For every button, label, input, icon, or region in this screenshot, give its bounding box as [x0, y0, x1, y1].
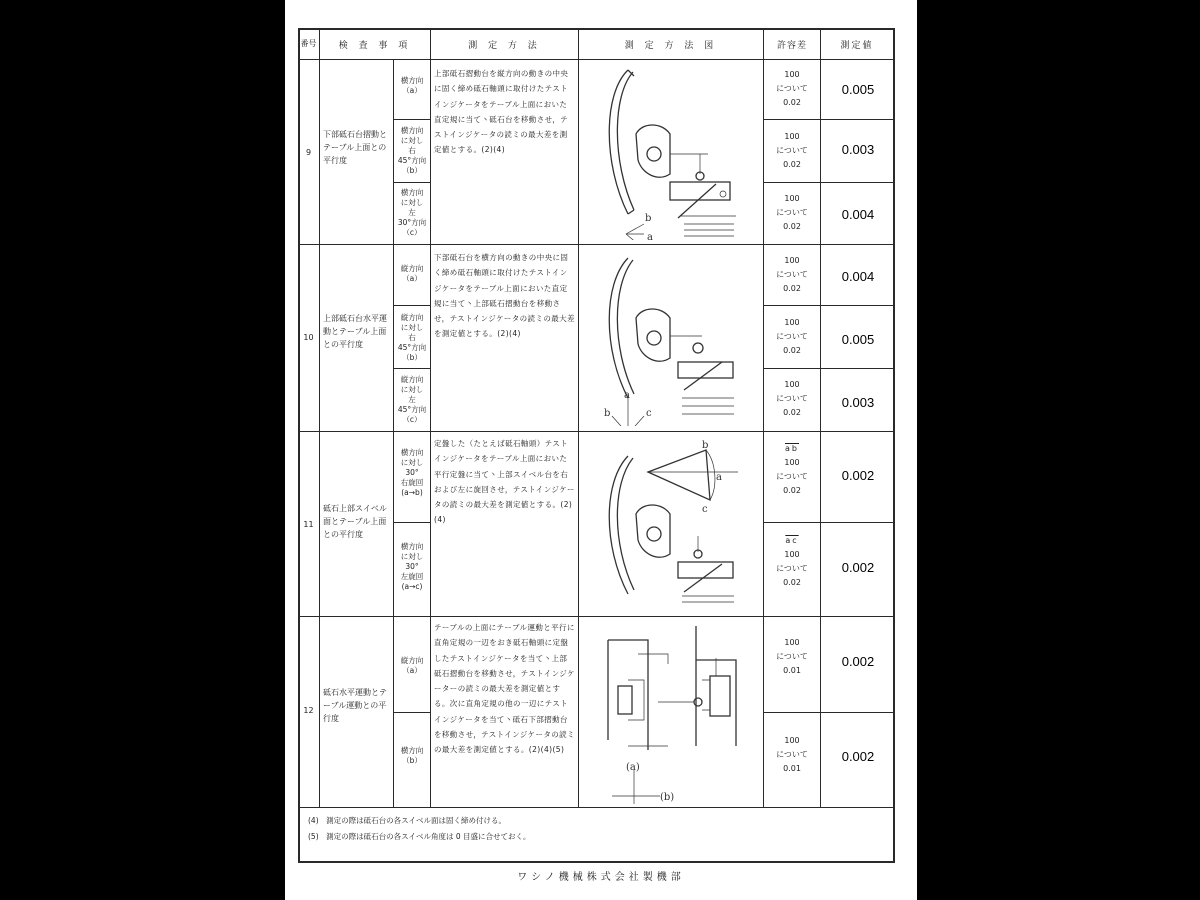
row-number: 9: [305, 148, 312, 157]
inspection-item: 砥石水平運動とテーブル運動との平行度: [323, 688, 387, 723]
tolerance: 100 について 0.01: [776, 638, 808, 675]
inspection-table: [298, 28, 895, 863]
header-measured: 測定値: [840, 41, 874, 51]
header-figure: 測 定 方 法 図: [624, 41, 718, 51]
direction-label: 縦方向 に対し 左 45°方向 （c）: [397, 375, 427, 424]
svg-text:c: c: [702, 504, 708, 515]
measurement-figure: [598, 436, 748, 612]
header-no: 番号: [300, 39, 317, 48]
direction-label: 縦方向 に対し 右 45°方向 （b）: [397, 313, 427, 362]
direction-label: 横方向 （b）: [400, 746, 424, 765]
tolerance: 100 について 0.02: [776, 256, 808, 293]
row-number: 10: [303, 333, 314, 342]
svg-text:c: c: [646, 408, 652, 419]
method-text: 下部砥石台を横方向の動きの中央に固く締め砥石軸頭に取付けたテストインジケータをテーブル上面においた直定規に当て丶上部砥石摺動台を移動させ，テストインジケータの読ミの最大差を測定値とする。(2)(4): [434, 253, 575, 339]
tolerance: 100 について 0.01: [776, 736, 808, 773]
footnote: (5) 測定の際は砥石台の各スイベル角度は 0 目盛に合せておく。: [308, 832, 531, 841]
tolerance: $\overline{ac}$ 100 について 0.02: [776, 536, 808, 587]
tolerance: 100 について 0.02: [776, 70, 808, 107]
svg-text:b: b: [645, 213, 652, 224]
measured-value: 0.002: [841, 654, 875, 669]
document-page: [285, 0, 917, 900]
direction-label: 横方向 に対し 左 30°方向 （c）: [397, 188, 427, 237]
tolerance: 100 について 0.02: [776, 318, 808, 355]
company-footer: ワシノ機械株式会社製機部: [517, 872, 685, 883]
method-text: テーブルの上面にテーブル運動と平行に直角定規の一辺をおき砥石軸頭に定盤したテストインジケータを当て丶上部砥石摺動台を移動させ，テストインジケーターの読ミの最大差を測定値とする。次に直角定規の他の一辺にテストインジケータを当て丶砥石下部摺動台を移動させ，テストインジケータの読ミの最大差を測定値とする。(2)(4)(5): [434, 623, 575, 755]
svg-text:(b): (b): [660, 792, 675, 803]
method-text: 上部砥石摺動台を縦方向の動きの中央に固く締め砥石軸頭に取付けたテストインジケータをテーブル上面においた直定規に当て丶砥石台を移動させ，テストインジケータの読ミの最大差を測定値とする。(2)(4): [434, 69, 569, 155]
header-method: 測 定 方 法: [468, 41, 541, 51]
tolerance: 100 について 0.02: [776, 194, 808, 231]
measured-value: 0.003: [841, 395, 875, 410]
direction-label: 横方向 （a）: [400, 76, 424, 95]
inspection-item: 砥石上部スイベル面とテーブル上面との平行度: [323, 504, 387, 539]
measured-value: 0.004: [841, 207, 875, 222]
svg-text:b: b: [604, 408, 611, 419]
measurement-figure: [598, 620, 748, 804]
direction-label: 横方向 に対し 右 45°方向 （b）: [397, 126, 427, 175]
measured-value: 0.002: [841, 468, 875, 483]
row-number: 12: [303, 706, 314, 715]
header-tolerance: 許容差: [776, 41, 807, 51]
svg-text:a: a: [716, 472, 722, 483]
svg-text:b: b: [702, 440, 709, 451]
direction-label: 横方向 に対し 30° 右旋回 (a→b): [400, 448, 424, 497]
measurement-figure: [598, 64, 748, 240]
measured-value: 0.004: [841, 269, 875, 284]
method-text: 定盤した（たとえば砥石軸頭）テストインジケータをテーブル上面においた平行定盤に当て丶上部スイベル台を右および左に旋回させ，テストインジケータの読ミの最大差を測定値とする。(2)(4): [434, 439, 575, 525]
inspection-item: 下部砥石台摺動とテーブル上面との平行度: [323, 130, 387, 165]
footnote: (4) 測定の際は砥石台の各スイベル面は固く締め付ける。: [308, 816, 506, 825]
measured-value: 0.005: [841, 82, 875, 97]
measured-value: 0.005: [841, 332, 875, 347]
header-item: 検 査 事 項: [338, 41, 412, 51]
row-number: 11: [303, 520, 314, 529]
measurement-figure: [598, 250, 748, 426]
svg-text:a: a: [624, 390, 630, 401]
tolerance: 100 について 0.02: [776, 380, 808, 417]
measured-value: 0.002: [841, 560, 875, 575]
svg-text:a: a: [647, 232, 653, 240]
svg-text:(a): (a): [626, 762, 640, 773]
tolerance: $\overline{ab}$ 100 について 0.02: [776, 444, 808, 495]
measured-value: 0.003: [841, 142, 875, 157]
direction-label: 縦方向 （a）: [400, 656, 424, 675]
direction-label: 横方向 に対し 30° 左旋回 (a→c): [400, 542, 424, 591]
inspection-item: 上部砥石台水平運動とテーブル上面との平行度: [323, 314, 387, 349]
tolerance: 100 について 0.02: [776, 132, 808, 169]
direction-label: 縦方向 （a）: [400, 264, 424, 283]
measured-value: 0.002: [841, 749, 875, 764]
